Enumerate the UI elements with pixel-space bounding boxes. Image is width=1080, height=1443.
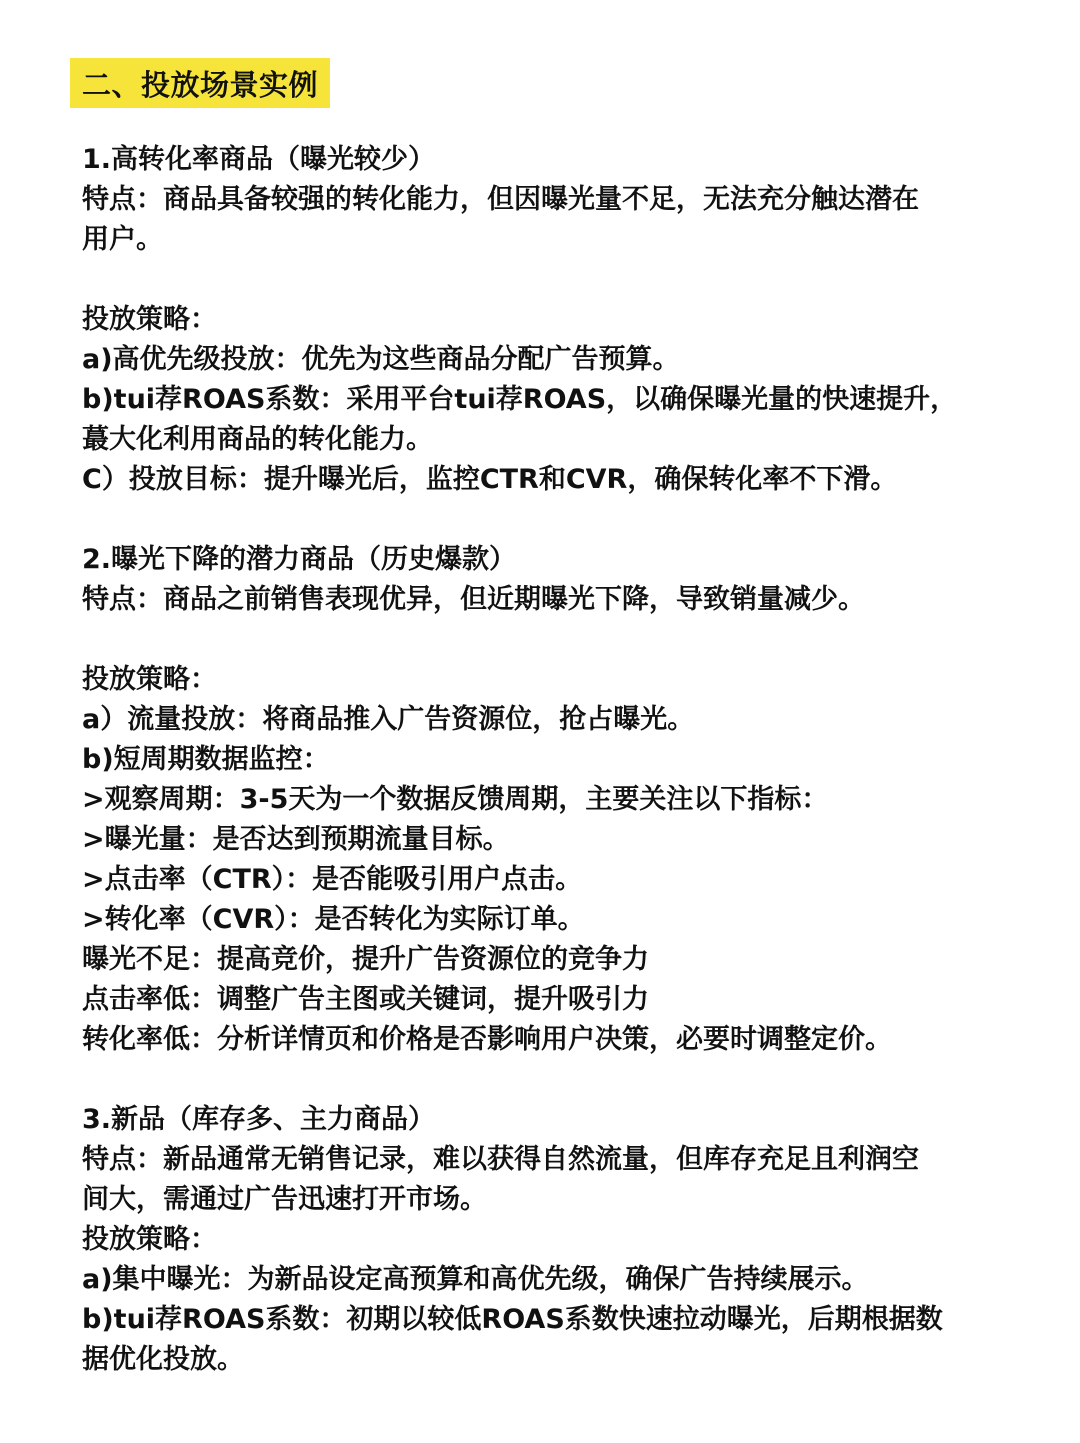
content-body bbox=[82, 140, 992, 1380]
text-line: 曝光不足：提高竞价，提升广告资源位的竞争力 bbox=[82, 944, 649, 975]
subheading-3: 3.新品（库存多、主力商品） bbox=[82, 1104, 436, 1135]
strategy-label: 投放策略： bbox=[82, 304, 217, 335]
text-line: b)tui荐ROAS系数：初期以较低ROAS系数快速拉动曝光，后期根据数 bbox=[82, 1304, 943, 1335]
text-line: a)集中曝光：为新品设定高预算和高优先级，确保广告持续展示。 bbox=[82, 1264, 869, 1295]
text-line: 点击率低：调整广告主图或关键词，提升吸引力 bbox=[82, 984, 649, 1015]
text-line: >点击率（CTR）：是否能吸引用户点击。 bbox=[82, 864, 583, 895]
paragraph-gap bbox=[82, 500, 992, 540]
text-line: >转化率（CVR）：是否转化为实际订单。 bbox=[82, 904, 585, 935]
strategy-label: 投放策略： bbox=[82, 1224, 217, 1255]
section-heading-highlight bbox=[70, 58, 330, 108]
subheading-2: 2.曝光下降的潜力商品（历史爆款） bbox=[82, 544, 517, 575]
text-line: 据优化投放。 bbox=[82, 1344, 244, 1375]
text-line: 特点：商品之前销售表现优异，但近期曝光下降，导致销量减少。 bbox=[82, 584, 865, 615]
text-line: 特点：新品通常无销售记录，难以获得自然流量，但库存充足且利润空 bbox=[82, 1144, 919, 1175]
text-line: b)tui荐ROAS系数：采用平台tui荐ROAS，以确保曝光量的快速提升， bbox=[82, 384, 958, 415]
paragraph-gap bbox=[82, 620, 992, 660]
text-line: >曝光量：是否达到预期流量目标。 bbox=[82, 824, 510, 855]
text-line: 间大，需通过广告迅速打开市场。 bbox=[82, 1184, 487, 1215]
text-line: 特点：商品具备较强的转化能力，但因曝光量不足，无法充分触达潜在 bbox=[82, 184, 919, 215]
text-line: 转化率低：分析详情页和价格是否影响用户决策，必要时调整定价。 bbox=[82, 1024, 892, 1055]
text-line: a)高优先级投放：优先为这些商品分配广告预算。 bbox=[82, 344, 680, 375]
subheading-1: 1.高转化率商品（曝光较少） bbox=[82, 144, 436, 175]
strategy-label: 投放策略： bbox=[82, 664, 217, 695]
text-line: b)短周期数据监控： bbox=[82, 744, 330, 775]
text-line: >观察周期：3-5天为一个数据反馈周期，主要关注以下指标： bbox=[82, 784, 829, 815]
paragraph-gap bbox=[82, 260, 992, 300]
text-line: 用户。 bbox=[82, 224, 163, 255]
text-line: 蕞大化利用商品的转化能力。 bbox=[82, 424, 433, 455]
text-line: a）流量投放：将商品推入广告资源位，抢占曝光。 bbox=[82, 704, 695, 735]
paragraph-gap bbox=[82, 1060, 992, 1100]
section-heading: 二、投放场景实例 bbox=[82, 67, 319, 102]
text-line: C）投放目标：提升曝光后，监控CTR和CVR，确保转化率不下滑。 bbox=[82, 464, 898, 495]
